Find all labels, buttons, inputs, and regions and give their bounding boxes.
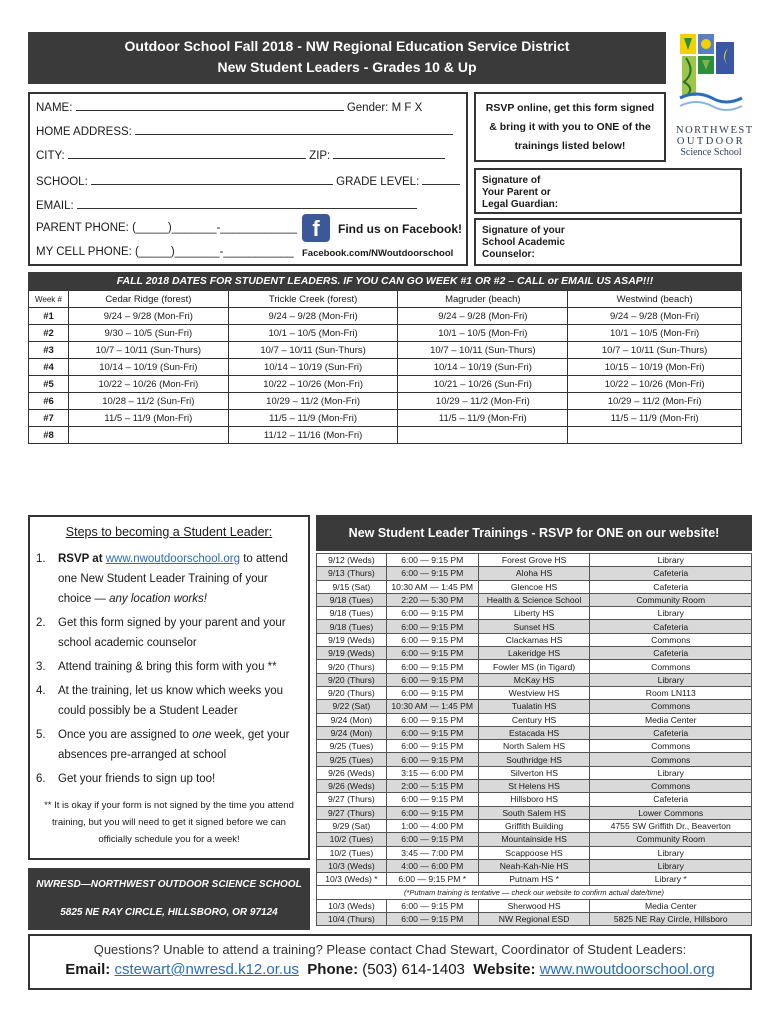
training-room: Cafeteria xyxy=(590,647,752,660)
school-label: SCHOOL: xyxy=(36,176,88,188)
name-field[interactable] xyxy=(76,100,344,111)
date-cell: 10/29 – 11/2 (Mon-Fri) xyxy=(398,393,568,410)
training-date: 10/3 (Weds) xyxy=(317,899,387,912)
training-room: Commons xyxy=(590,753,752,766)
training-time: 10:30 AM — 1:45 PM xyxy=(386,580,478,593)
step-1-text: to attend one New Student Leader Training of your choice — xyxy=(58,553,288,605)
phone-number: (503) 614-1403 xyxy=(362,961,465,978)
training-date: 9/13 (Thurs) xyxy=(317,567,387,580)
training-time: 1:00 — 4:00 PM xyxy=(386,819,478,832)
training-row xyxy=(317,726,752,739)
training-date: 9/26 (Weds) xyxy=(317,766,387,779)
steps-box xyxy=(28,515,310,860)
training-room: Cafeteria xyxy=(590,726,752,739)
email-label: Email: xyxy=(65,961,111,978)
col-header-magruder: Magruder (beach) xyxy=(398,291,568,308)
trainings-title: New Student Leader Trainings - RSVP for ONE on our website! xyxy=(316,515,752,551)
dates-title: FALL 2018 DATES FOR STUDENT LEADERS. IF YOU CAN GO WEEK #1 OR #2 – CALL or EMAIL US ASAP!!! xyxy=(28,272,742,290)
training-location: Scappoose HS xyxy=(478,846,590,859)
date-cell: 10/22 – 10/26 (Mon-Fri) xyxy=(228,376,398,393)
training-location: Neah-Kah-Nie HS xyxy=(478,859,590,872)
date-cell: 10/29 – 11/2 (Mon-Fri) xyxy=(228,393,398,410)
training-room: Media Center xyxy=(590,899,752,912)
training-location: Century HS xyxy=(478,713,590,726)
step-5-emphasis: one xyxy=(192,729,212,741)
step-5-text-b: week, get your absences pre-arranged at school xyxy=(58,729,290,761)
training-location: Sherwood HS xyxy=(478,899,590,912)
dates-row xyxy=(29,427,742,444)
training-row xyxy=(317,913,752,926)
training-room: 4755 SW Griffith Dr., Beaverton xyxy=(590,819,752,832)
step-number: 3. xyxy=(36,661,46,673)
date-cell: 9/24 – 9/28 (Mon-Fri) xyxy=(228,308,398,325)
training-date: 9/18 (Tues) xyxy=(317,620,387,633)
training-row xyxy=(317,780,752,793)
training-room: Library xyxy=(590,673,752,686)
training-row xyxy=(317,567,752,580)
rsvp-box xyxy=(474,92,666,162)
training-room: Community Room xyxy=(590,593,752,606)
training-location: Griffith Building xyxy=(478,819,590,832)
home-address-field[interactable] xyxy=(135,124,453,135)
step-5-text-a: Once you are assigned to xyxy=(58,729,190,741)
parent-phone-field[interactable]: PARENT PHONE: (_____)_______-____________ xyxy=(36,222,298,234)
training-room: Library xyxy=(590,846,752,859)
training-time: 10:30 AM — 1:45 PM xyxy=(386,700,478,713)
date-cell: 10/7 – 10/11 (Sun-Thurs) xyxy=(568,342,742,359)
training-time: 6:00 — 9:15 PM xyxy=(386,833,478,846)
date-cell: 11/5 – 11/9 (Mon-Fri) xyxy=(228,410,398,427)
date-cell: 11/5 – 11/9 (Mon-Fri) xyxy=(398,410,568,427)
training-room: Cafeteria xyxy=(590,580,752,593)
training-date: 9/12 (Weds) xyxy=(317,554,387,567)
contact-footer xyxy=(28,934,752,990)
step-2-text: Get this form signed by your parent and your school academic counselor xyxy=(58,617,286,649)
date-cell: 9/24 – 9/28 (Mon-Fri) xyxy=(568,308,742,325)
step-number: 5. xyxy=(36,729,46,741)
training-row xyxy=(317,700,752,713)
training-date: 10/4 (Thurs) xyxy=(317,913,387,926)
training-row xyxy=(317,673,752,686)
counselor-sig-line-3: Counselor: xyxy=(482,249,535,260)
training-row xyxy=(317,686,752,699)
training-row xyxy=(317,593,752,606)
facebook-find-us: Find us on Facebook! xyxy=(338,222,463,236)
date-cell: 10/7 – 10/11 (Sun-Thurs) xyxy=(68,342,228,359)
week-number: #4 xyxy=(29,359,69,376)
counselor-sig-line-2: School Academic xyxy=(482,237,565,248)
nwresd-name: NWRESD—NORTHWEST OUTDOOR SCIENCE SCHOOL xyxy=(36,879,302,890)
training-time: 6:00 — 9:15 PM xyxy=(386,806,478,819)
training-location: St Helens HS xyxy=(478,780,590,793)
training-time: 6:00 — 9:15 PM xyxy=(386,913,478,926)
training-room: Community Room xyxy=(590,833,752,846)
date-cell: 11/12 – 11/16 (Mon-Fri) xyxy=(228,427,398,444)
training-date: 10/2 (Tues) xyxy=(317,833,387,846)
step-number: 1. xyxy=(36,553,46,565)
training-date: 9/24 (Mon) xyxy=(317,713,387,726)
training-room: Library * xyxy=(590,873,752,886)
training-time: 6:00 — 9:15 PM xyxy=(386,620,478,633)
training-room: Commons xyxy=(590,660,752,673)
training-note-row xyxy=(317,886,752,899)
home-address-label: HOME ADDRESS: xyxy=(36,126,132,138)
training-row xyxy=(317,660,752,673)
training-row xyxy=(317,647,752,660)
date-cell: 9/24 – 9/28 (Mon-Fri) xyxy=(398,308,568,325)
col-header-westwind: Westwind (beach) xyxy=(568,291,742,308)
training-room: Media Center xyxy=(590,713,752,726)
date-cell: 10/22 – 10/26 (Mon-Fri) xyxy=(568,376,742,393)
training-row xyxy=(317,819,752,832)
training-location: Health & Science School xyxy=(478,593,590,606)
name-label: NAME: xyxy=(36,102,73,114)
date-cell: 10/15 – 10/19 (Mon-Fri) xyxy=(568,359,742,376)
training-row xyxy=(317,899,752,912)
rsvp-line-3: trainings listed below! xyxy=(514,140,626,152)
date-cell: 11/5 – 11/9 (Mon-Fri) xyxy=(68,410,228,427)
training-note: (*Putnam training is tentative — check our website to confirm actual date/time) xyxy=(317,886,752,899)
training-time: 6:00 — 9:15 PM xyxy=(386,793,478,806)
trainings-table xyxy=(316,553,752,926)
step-number: 4. xyxy=(36,685,46,697)
nwresd-address: 5825 NE RAY CIRCLE, HILLSBORO, OR 97124 xyxy=(60,907,278,918)
training-room: Commons xyxy=(590,740,752,753)
date-cell: 10/14 – 10/19 (Sun-Fri) xyxy=(68,359,228,376)
training-time: 6:00 — 9:15 PM xyxy=(386,740,478,753)
logo-line-3: Science School xyxy=(680,147,742,158)
week-number: #1 xyxy=(29,308,69,325)
training-room: 5825 NE Ray Circle, Hillsboro xyxy=(590,913,752,926)
col-header-week: Week # xyxy=(29,291,69,308)
parent-sig-line-2: Your Parent or xyxy=(482,187,551,198)
website-link[interactable]: www.nwoutdoorschool.org xyxy=(105,553,240,565)
training-date: 9/15 (Sat) xyxy=(317,580,387,593)
training-date: 9/25 (Tues) xyxy=(317,753,387,766)
training-time: 4:00 — 6:00 PM xyxy=(386,859,478,872)
training-time: 6:00 — 9:15 PM xyxy=(386,899,478,912)
training-location: Liberty HS xyxy=(478,607,590,620)
training-room: Library xyxy=(590,859,752,872)
counselor-sig-line-1: Signature of your xyxy=(482,225,565,236)
logo-graphic-icon xyxy=(676,32,746,118)
col-header-cedar-ridge: Cedar Ridge (forest) xyxy=(68,291,228,308)
training-location: Sunset HS xyxy=(478,620,590,633)
date-cell: 10/1 – 10/5 (Mon-Fri) xyxy=(228,325,398,342)
header-subtitle: New Student Leaders - Grades 10 & Up xyxy=(217,59,477,75)
training-room: Cafeteria xyxy=(590,567,752,580)
date-cell: 10/1 – 10/5 (Mon-Fri) xyxy=(568,325,742,342)
name-row xyxy=(36,100,422,114)
week-number: #2 xyxy=(29,325,69,342)
training-location: NW Regional ESD xyxy=(478,913,590,926)
training-date: 9/25 (Tues) xyxy=(317,740,387,753)
training-row xyxy=(317,633,752,646)
dates-row xyxy=(29,342,742,359)
training-row xyxy=(317,620,752,633)
training-time: 6:00 — 9:15 PM xyxy=(386,633,478,646)
nw-outdoor-logo xyxy=(676,32,754,162)
training-date: 9/18 (Tues) xyxy=(317,593,387,606)
training-date: 9/24 (Mon) xyxy=(317,726,387,739)
training-date: 9/18 (Tues) xyxy=(317,607,387,620)
footer-website-link[interactable]: www.nwoutdoorschool.org xyxy=(539,961,715,978)
training-row xyxy=(317,793,752,806)
school-field[interactable] xyxy=(91,174,333,185)
zip-field[interactable] xyxy=(333,148,445,159)
training-time: 6:00 — 9:15 PM xyxy=(386,660,478,673)
email-link[interactable]: cstewart@nwresd.k12.or.us xyxy=(114,961,299,978)
date-cell xyxy=(68,427,228,444)
steps-title: Steps to becoming a Student Leader: xyxy=(65,525,273,539)
training-row xyxy=(317,580,752,593)
training-date: 9/29 (Sat) xyxy=(317,819,387,832)
header-banner xyxy=(28,32,666,84)
week-number: #7 xyxy=(29,410,69,427)
week-number: #6 xyxy=(29,393,69,410)
counselor-signature-box[interactable] xyxy=(474,218,742,266)
training-time: 6:00 — 9:15 PM xyxy=(386,647,478,660)
rsvp-line-2: & bring it with you to ONE of the xyxy=(489,121,651,133)
training-location: Silverton HS xyxy=(478,766,590,779)
training-location: Southridge HS xyxy=(478,753,590,766)
training-time: 3:15 — 6:00 PM xyxy=(386,766,478,779)
training-location: Glencoe HS xyxy=(478,580,590,593)
dates-row xyxy=(29,393,742,410)
week-number: #5 xyxy=(29,376,69,393)
training-room: Library xyxy=(590,554,752,567)
step-4 xyxy=(36,681,298,721)
address-row xyxy=(36,124,453,138)
dates-row xyxy=(29,359,742,376)
date-cell: 9/30 – 10/5 (Sun-Fri) xyxy=(68,325,228,342)
zip-label: ZIP: xyxy=(309,150,331,162)
rsvp-line-1: RSVP online, get this form signed xyxy=(485,102,655,114)
training-room: Commons xyxy=(590,633,752,646)
step-2 xyxy=(36,613,298,653)
logo-line-1: NORTHWEST xyxy=(676,125,754,136)
city-label: CITY: xyxy=(36,150,65,162)
parent-sig-line-3: Legal Guardian: xyxy=(482,199,559,210)
gender-label: Gender: M F X xyxy=(346,102,423,114)
email-row xyxy=(36,198,417,212)
footer-question: Questions? Unable to attend a training? Please contact Chad Stewart, Coordinator of Student Leaders: xyxy=(93,942,687,957)
training-time: 6:00 — 9:15 PM xyxy=(386,713,478,726)
training-date: 9/19 (Weds) xyxy=(317,647,387,660)
training-row xyxy=(317,873,752,886)
email-label: EMAIL: xyxy=(36,200,74,212)
training-date: 9/22 (Sat) xyxy=(317,700,387,713)
step-5 xyxy=(36,725,298,765)
header-title: Outdoor School Fall 2018 - NW Regional Education Service District xyxy=(124,38,570,54)
training-date: 9/19 (Weds) xyxy=(317,633,387,646)
city-field[interactable] xyxy=(68,148,306,159)
training-room: Cafeteria xyxy=(590,793,752,806)
facebook-icon[interactable]: f xyxy=(302,214,330,242)
training-date: 10/3 (Weds) xyxy=(317,859,387,872)
cell-phone-field[interactable]: MY CELL PHONE: (_____)_______-___________ xyxy=(36,246,294,258)
parent-sig-line-1: Signature of xyxy=(482,175,541,186)
training-row xyxy=(317,859,752,872)
step-number: 6. xyxy=(36,773,46,785)
training-room: Library xyxy=(590,607,752,620)
training-location: Fowler MS (in Tigard) xyxy=(478,660,590,673)
week-number: #3 xyxy=(29,342,69,359)
date-cell: 10/21 – 10/26 (Sun-Fri) xyxy=(398,376,568,393)
training-time: 6:00 — 9:15 PM xyxy=(386,567,478,580)
training-room: Commons xyxy=(590,780,752,793)
training-location: Putnam HS * xyxy=(478,873,590,886)
date-cell: 10/14 – 10/19 (Sun-Fri) xyxy=(228,359,398,376)
dates-row xyxy=(29,308,742,325)
dates-row xyxy=(29,376,742,393)
footer-contacts xyxy=(30,957,750,978)
dates-header-row xyxy=(29,291,742,308)
training-location: Tualatin HS xyxy=(478,700,590,713)
step-6-text: Get your friends to sign up too! xyxy=(58,773,216,785)
step-1-emphasis: any location works! xyxy=(109,593,207,605)
training-location: North Salem HS xyxy=(478,740,590,753)
website-label: Website: xyxy=(473,961,536,978)
training-row xyxy=(317,713,752,726)
training-location: Lakeridge HS xyxy=(478,647,590,660)
date-cell: 10/7 – 10/11 (Sun-Thurs) xyxy=(228,342,398,359)
training-room: Commons xyxy=(590,700,752,713)
student-info-form xyxy=(28,92,468,266)
training-row xyxy=(317,753,752,766)
training-date: 9/20 (Thurs) xyxy=(317,673,387,686)
parent-signature-box[interactable] xyxy=(474,168,742,214)
training-time: 6:00 — 9:15 PM xyxy=(386,554,478,567)
date-cell: 9/24 – 9/28 (Mon-Fri) xyxy=(68,308,228,325)
dates-row xyxy=(29,325,742,342)
training-time: 6:00 — 9:15 PM * xyxy=(386,873,478,886)
training-room: Cafeteria xyxy=(590,620,752,633)
training-location: McKay HS xyxy=(478,673,590,686)
dates-row xyxy=(29,410,742,427)
step-number: 2. xyxy=(36,617,46,629)
training-time: 2:00 — 5:15 PM xyxy=(386,780,478,793)
col-header-trickle-creek: Trickle Creek (forest) xyxy=(228,291,398,308)
training-date: 10/2 (Tues) xyxy=(317,846,387,859)
phone-label: Phone: xyxy=(307,961,359,978)
step-6 xyxy=(36,769,298,789)
grade-level-label: GRADE LEVEL: xyxy=(336,176,420,188)
date-cell: 10/7 – 10/11 (Sun-Thurs) xyxy=(398,342,568,359)
date-cell: 10/14 – 10/19 (Sun-Fri) xyxy=(398,359,568,376)
training-time: 2:20 — 5:30 PM xyxy=(386,593,478,606)
training-location: Estacada HS xyxy=(478,726,590,739)
training-date: 10/3 (Weds) * xyxy=(317,873,387,886)
training-time: 3:45 — 7:00 PM xyxy=(386,846,478,859)
training-location: Forest Grove HS xyxy=(478,554,590,567)
date-cell: 10/28 – 11/2 (Sun-Fri) xyxy=(68,393,228,410)
training-time: 6:00 — 9:15 PM xyxy=(386,673,478,686)
training-location: Clackamas HS xyxy=(478,633,590,646)
date-cell xyxy=(568,427,742,444)
step-3-text: Attend training & bring this form with you ** xyxy=(58,661,277,673)
training-date: 9/26 (Weds) xyxy=(317,780,387,793)
training-room: Library xyxy=(590,766,752,779)
step-3 xyxy=(36,657,298,677)
training-location: South Salem HS xyxy=(478,806,590,819)
week-number: #8 xyxy=(29,427,69,444)
nwresd-address-banner xyxy=(28,868,310,930)
training-row xyxy=(317,846,752,859)
training-row xyxy=(317,833,752,846)
training-row xyxy=(317,554,752,567)
grade-level-field[interactable] xyxy=(422,174,460,185)
training-date: 9/27 (Thurs) xyxy=(317,806,387,819)
steps-note: ** It is okay if your form is not signed by the time you attend training, but you will need to get it signed before we can officially schedule you for a week! xyxy=(44,800,294,845)
training-location: Aloha HS xyxy=(478,567,590,580)
training-time: 6:00 — 9:15 PM xyxy=(386,686,478,699)
training-location: Westview HS xyxy=(478,686,590,699)
training-time: 6:00 — 9:15 PM xyxy=(386,607,478,620)
facebook-url-link[interactable]: Facebook.com/NWoutdoorschool xyxy=(302,248,454,259)
training-time: 6:00 — 9:15 PM xyxy=(386,726,478,739)
training-date: 9/27 (Thurs) xyxy=(317,793,387,806)
date-cell: 11/5 – 11/9 (Mon-Fri) xyxy=(568,410,742,427)
training-date: 9/20 (Thurs) xyxy=(317,660,387,673)
training-row xyxy=(317,766,752,779)
training-room: Lower Commons xyxy=(590,806,752,819)
training-location: Hillsboro HS xyxy=(478,793,590,806)
training-room: Room LN113 xyxy=(590,686,752,699)
step-1 xyxy=(36,549,298,609)
training-date: 9/20 (Thurs) xyxy=(317,686,387,699)
training-row xyxy=(317,607,752,620)
dates-table xyxy=(28,290,742,444)
email-field[interactable] xyxy=(77,198,417,209)
step-1-rsvp: RSVP at xyxy=(58,553,103,565)
date-cell: 10/1 – 10/5 (Mon-Fri) xyxy=(398,325,568,342)
training-location: Mountainside HS xyxy=(478,833,590,846)
date-cell: 10/22 – 10/26 (Mon-Fri) xyxy=(68,376,228,393)
training-row xyxy=(317,740,752,753)
school-row xyxy=(36,174,460,188)
date-cell: 10/29 – 11/2 (Mon-Fri) xyxy=(568,393,742,410)
training-row xyxy=(317,806,752,819)
city-row xyxy=(36,148,445,162)
step-4-text: At the training, let us know which weeks you could possibly be a Student Leader xyxy=(58,685,284,717)
logo-line-2: OUTDOOR xyxy=(676,136,746,147)
date-cell xyxy=(398,427,568,444)
training-time: 6:00 — 9:15 PM xyxy=(386,753,478,766)
